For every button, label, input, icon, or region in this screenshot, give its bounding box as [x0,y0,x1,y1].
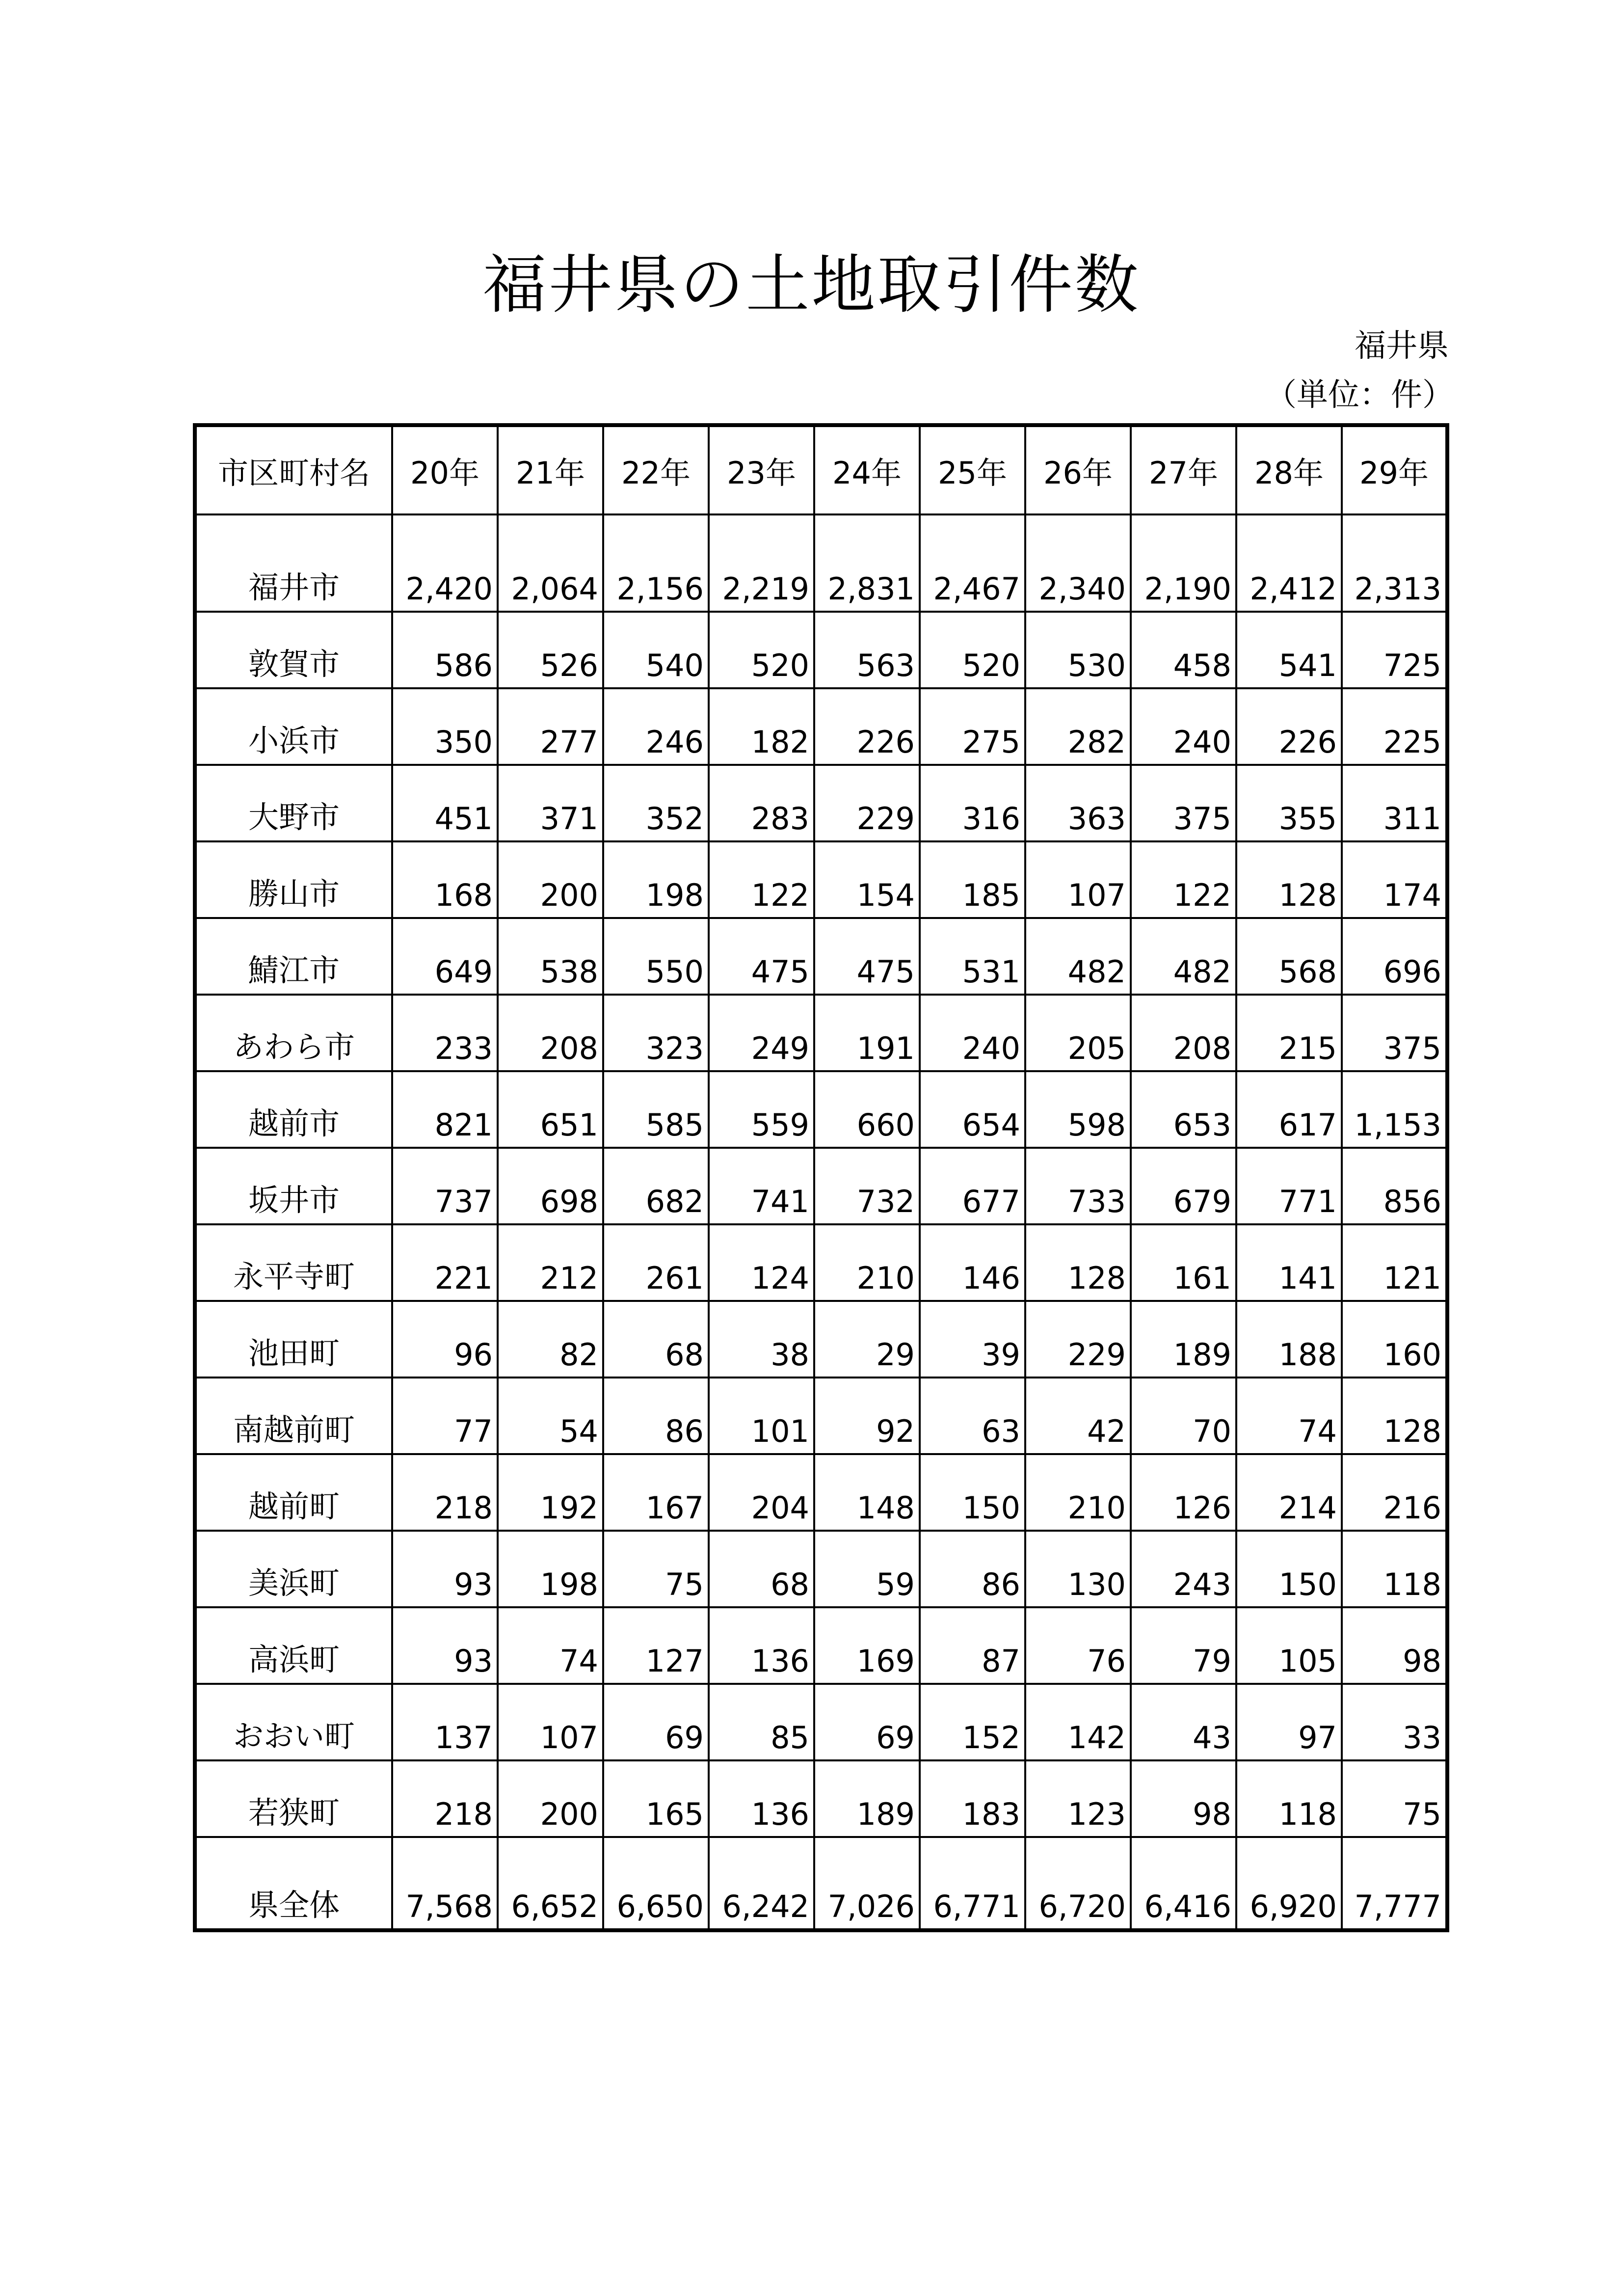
count-cell: 649 [392,918,498,995]
count-cell: 355 [1236,765,1342,841]
count-cell: 482 [1131,918,1236,995]
count-cell: 121 [1342,1224,1447,1301]
document-title: 福井県の土地取引件数 [482,247,1141,322]
count-cell: 74 [498,1607,603,1684]
count-cell: 568 [1236,918,1342,995]
count-cell: 563 [814,612,920,688]
count-cell: 137 [392,1684,498,1760]
count-cell: 2,412 [1236,514,1342,612]
count-cell: 283 [709,765,814,841]
count-cell: 2,156 [603,514,709,612]
count-cell: 68 [709,1531,814,1607]
table-body [195,514,1447,1930]
count-cell: 2,467 [920,514,1025,612]
count-cell: 246 [603,688,709,765]
count-cell: 275 [920,688,1025,765]
municipality-name-cell: 勝山市 [195,841,392,918]
count-cell: 233 [392,995,498,1071]
municipality-name-cell: 美浜町 [195,1531,392,1607]
count-cell: 821 [392,1071,498,1148]
count-cell: 240 [920,995,1025,1071]
count-cell: 168 [392,841,498,918]
count-cell: 77 [392,1378,498,1454]
count-cell: 208 [1131,995,1236,1071]
count-cell: 316 [920,765,1025,841]
table-row [195,765,1447,841]
column-header-year: 27年 [1131,425,1236,514]
count-cell: 185 [920,841,1025,918]
municipality-name-cell: 永平寺町 [195,1224,392,1301]
municipality-name-cell: おおい町 [195,1684,392,1760]
table-header-row [195,425,1447,514]
count-cell: 105 [1236,1607,1342,1684]
count-cell: 43 [1131,1684,1236,1760]
count-cell: 54 [498,1378,603,1454]
municipality-name-cell: 小浜市 [195,688,392,765]
count-cell: 33 [1342,1684,1447,1760]
count-cell: 6,720 [1025,1837,1131,1930]
count-cell: 69 [603,1684,709,1760]
count-cell: 261 [603,1224,709,1301]
count-cell: 189 [814,1760,920,1837]
column-header-year: 28年 [1236,425,1342,514]
count-cell: 856 [1342,1148,1447,1224]
count-cell: 531 [920,918,1025,995]
municipality-name-cell: 若狭町 [195,1760,392,1837]
count-cell: 198 [603,841,709,918]
count-cell: 93 [392,1607,498,1684]
count-cell: 226 [814,688,920,765]
count-cell: 96 [392,1301,498,1378]
count-cell: 208 [498,995,603,1071]
count-cell: 363 [1025,765,1131,841]
count-cell: 127 [603,1607,709,1684]
count-cell: 617 [1236,1071,1342,1148]
table-row [195,1378,1447,1454]
count-cell: 654 [920,1071,1025,1148]
table-row [195,918,1447,995]
count-cell: 210 [1025,1454,1131,1531]
count-cell: 69 [814,1684,920,1760]
count-cell: 538 [498,918,603,995]
count-cell: 98 [1342,1607,1447,1684]
count-cell: 311 [1342,765,1447,841]
count-cell: 204 [709,1454,814,1531]
count-cell: 101 [709,1378,814,1454]
column-header-year: 22年 [603,425,709,514]
count-cell: 451 [392,765,498,841]
count-cell: 76 [1025,1607,1131,1684]
count-cell: 200 [498,1760,603,1837]
count-cell: 107 [498,1684,603,1760]
table-row [195,612,1447,688]
count-cell: 458 [1131,612,1236,688]
column-header-year: 23年 [709,425,814,514]
count-cell: 150 [1236,1531,1342,1607]
count-cell: 146 [920,1224,1025,1301]
count-cell: 216 [1342,1454,1447,1531]
count-cell: 188 [1236,1301,1342,1378]
count-cell: 118 [1342,1531,1447,1607]
count-cell: 141 [1236,1224,1342,1301]
count-cell: 221 [392,1224,498,1301]
count-cell: 169 [814,1607,920,1684]
count-cell: 124 [709,1224,814,1301]
count-cell: 559 [709,1071,814,1148]
municipality-name-cell: 敦賀市 [195,612,392,688]
municipality-name-cell: 越前市 [195,1071,392,1148]
count-cell: 182 [709,688,814,765]
count-cell: 70 [1131,1378,1236,1454]
count-cell: 2,219 [709,514,814,612]
count-cell: 2,831 [814,514,920,612]
count-cell: 682 [603,1148,709,1224]
table-row [195,1301,1447,1378]
count-cell: 38 [709,1301,814,1378]
count-cell: 520 [920,612,1025,688]
count-cell: 6,416 [1131,1837,1236,1930]
count-cell: 698 [498,1148,603,1224]
count-cell: 540 [603,612,709,688]
count-cell: 229 [814,765,920,841]
count-cell: 6,650 [603,1837,709,1930]
municipality-name-cell: 坂井市 [195,1148,392,1224]
count-cell: 122 [1131,841,1236,918]
column-header-year: 26年 [1025,425,1131,514]
count-cell: 7,026 [814,1837,920,1930]
count-cell: 29 [814,1301,920,1378]
count-cell: 218 [392,1454,498,1531]
count-cell: 6,920 [1236,1837,1342,1930]
count-cell: 2,313 [1342,514,1447,612]
count-cell: 128 [1236,841,1342,918]
count-cell: 323 [603,995,709,1071]
count-cell: 174 [1342,841,1447,918]
table-row [195,1454,1447,1531]
count-cell: 585 [603,1071,709,1148]
count-cell: 74 [1236,1378,1342,1454]
count-cell: 696 [1342,918,1447,995]
count-cell: 520 [709,612,814,688]
count-cell: 152 [920,1684,1025,1760]
count-cell: 6,771 [920,1837,1025,1930]
count-cell: 371 [498,765,603,841]
count-cell: 92 [814,1378,920,1454]
count-cell: 6,652 [498,1837,603,1930]
municipality-name-cell: 南越前町 [195,1378,392,1454]
count-cell: 39 [920,1301,1025,1378]
count-cell: 212 [498,1224,603,1301]
count-cell: 2,340 [1025,514,1131,612]
count-cell: 277 [498,688,603,765]
table-row [195,1071,1447,1148]
count-cell: 161 [1131,1224,1236,1301]
count-cell: 653 [1131,1071,1236,1148]
count-cell: 154 [814,841,920,918]
count-cell: 282 [1025,688,1131,765]
count-cell: 63 [920,1378,1025,1454]
count-cell: 75 [603,1531,709,1607]
column-header-year: 21年 [498,425,603,514]
count-cell: 475 [709,918,814,995]
count-cell: 732 [814,1148,920,1224]
count-cell: 75 [1342,1760,1447,1837]
count-cell: 375 [1342,995,1447,1071]
count-cell: 128 [1342,1378,1447,1454]
column-header-municipality: 市区町村名 [195,425,392,514]
count-cell: 130 [1025,1531,1131,1607]
count-cell: 68 [603,1301,709,1378]
count-cell: 167 [603,1454,709,1531]
count-cell: 150 [920,1454,1025,1531]
count-cell: 98 [1131,1760,1236,1837]
count-cell: 737 [392,1148,498,1224]
count-cell: 192 [498,1454,603,1531]
count-cell: 2,064 [498,514,603,612]
count-cell: 2,190 [1131,514,1236,612]
count-cell: 128 [1025,1224,1131,1301]
total-row [195,1837,1447,1930]
count-cell: 86 [603,1378,709,1454]
count-cell: 651 [498,1071,603,1148]
count-cell: 598 [1025,1071,1131,1148]
count-cell: 7,568 [392,1837,498,1930]
count-cell: 530 [1025,612,1131,688]
table-row [195,688,1447,765]
count-cell: 526 [498,612,603,688]
table-row [195,1148,1447,1224]
count-cell: 93 [392,1531,498,1607]
table-row [195,995,1447,1071]
count-cell: 2,420 [392,514,498,612]
count-cell: 550 [603,918,709,995]
count-cell: 214 [1236,1454,1342,1531]
count-cell: 733 [1025,1148,1131,1224]
count-cell: 86 [920,1531,1025,1607]
count-cell: 240 [1131,688,1236,765]
count-cell: 160 [1342,1301,1447,1378]
count-cell: 122 [709,841,814,918]
count-cell: 741 [709,1148,814,1224]
count-cell: 79 [1131,1607,1236,1684]
count-cell: 59 [814,1531,920,1607]
municipality-name-cell: 越前町 [195,1454,392,1531]
count-cell: 586 [392,612,498,688]
count-cell: 375 [1131,765,1236,841]
count-cell: 226 [1236,688,1342,765]
count-cell: 660 [814,1071,920,1148]
count-cell: 200 [498,841,603,918]
count-cell: 215 [1236,995,1342,1071]
count-cell: 350 [392,688,498,765]
count-cell: 87 [920,1607,1025,1684]
count-cell: 243 [1131,1531,1236,1607]
count-cell: 189 [1131,1301,1236,1378]
count-cell: 725 [1342,612,1447,688]
table-row [195,841,1447,918]
municipality-name-cell: 鯖江市 [195,918,392,995]
count-cell: 218 [392,1760,498,1837]
municipality-name-cell: 池田町 [195,1301,392,1378]
count-cell: 475 [814,918,920,995]
column-header-year: 29年 [1342,425,1447,514]
count-cell: 249 [709,995,814,1071]
municipality-name-cell: 福井市 [195,514,392,612]
count-cell: 165 [603,1760,709,1837]
municipality-name-cell: 高浜町 [195,1607,392,1684]
count-cell: 198 [498,1531,603,1607]
table-row [195,1760,1447,1837]
count-cell: 482 [1025,918,1131,995]
organization-label: 福井県 [1355,328,1449,364]
count-cell: 205 [1025,995,1131,1071]
count-cell: 136 [709,1607,814,1684]
count-cell: 82 [498,1301,603,1378]
count-cell: 541 [1236,612,1342,688]
column-header-year: 20年 [392,425,498,514]
count-cell: 210 [814,1224,920,1301]
table-row [195,1224,1447,1301]
count-cell: 97 [1236,1684,1342,1760]
count-cell: 352 [603,765,709,841]
count-cell: 1,153 [1342,1071,1447,1148]
count-cell: 6,242 [709,1837,814,1930]
count-cell: 142 [1025,1684,1131,1760]
count-cell: 7,777 [1342,1837,1447,1930]
land-transaction-table [193,423,1449,1932]
count-cell: 225 [1342,688,1447,765]
count-cell: 85 [709,1684,814,1760]
count-cell: 183 [920,1760,1025,1837]
table-row [195,1607,1447,1684]
table-row [195,1684,1447,1760]
count-cell: 229 [1025,1301,1131,1378]
count-cell: 118 [1236,1760,1342,1837]
unit-label: （単位：件） [1265,377,1454,413]
table-row [195,514,1447,612]
count-cell: 126 [1131,1454,1236,1531]
table-row [195,1531,1447,1607]
count-cell: 136 [709,1760,814,1837]
municipality-name-cell: 大野市 [195,765,392,841]
count-cell: 191 [814,995,920,1071]
column-header-year: 24年 [814,425,920,514]
count-cell: 123 [1025,1760,1131,1837]
column-header-year: 25年 [920,425,1025,514]
municipality-name-cell: あわら市 [195,995,392,1071]
count-cell: 107 [1025,841,1131,918]
count-cell: 677 [920,1148,1025,1224]
count-cell: 148 [814,1454,920,1531]
count-cell: 679 [1131,1148,1236,1224]
municipality-name-cell: 県全体 [195,1837,392,1930]
count-cell: 42 [1025,1378,1131,1454]
count-cell: 771 [1236,1148,1342,1224]
